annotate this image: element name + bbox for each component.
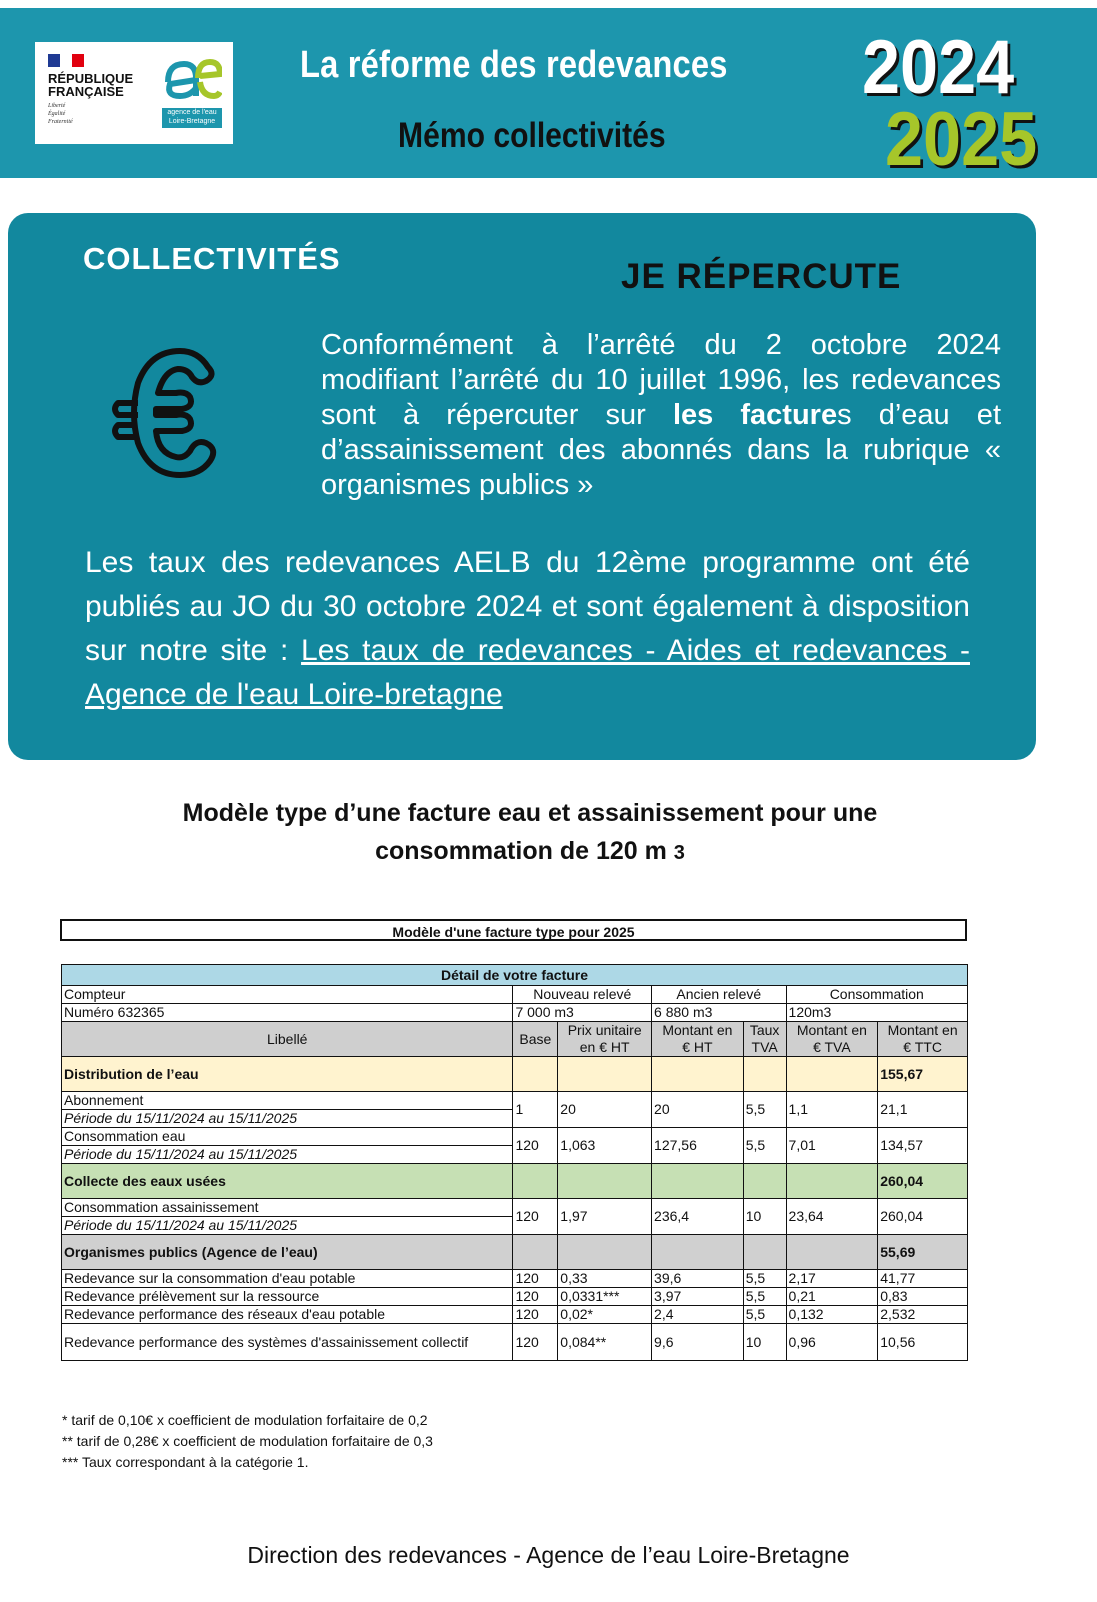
footnotes (62, 1410, 433, 1473)
cell-mht: 39,6 (652, 1270, 744, 1288)
page-subtitle: Mémo collectivités (398, 116, 666, 155)
invoice-title-sup: 3 (673, 842, 685, 864)
col-mttc (878, 1022, 968, 1057)
cell-prix: 0,02* (558, 1306, 652, 1324)
table-row (62, 1324, 968, 1361)
card-left-title: COLLECTIVITÉS (83, 241, 341, 276)
invoice-title-line2-text: consommation de 120 m (375, 837, 667, 865)
cell-mtva: 23,64 (786, 1199, 878, 1235)
footnote-3: *** Taux correspondant à la catégorie 1. (62, 1454, 309, 1470)
cell-prix: 0,084** (558, 1324, 652, 1361)
row-label: Consommation assainissement (62, 1199, 513, 1217)
cell-base: 1 (513, 1092, 558, 1128)
new-reading-label: Nouveau relevé (513, 986, 652, 1004)
col-mht-2: € HT (682, 1039, 713, 1055)
cell-prix: 1,97 (558, 1199, 652, 1235)
info-card (8, 213, 1036, 760)
rf-motto-1: Liberté (48, 103, 66, 109)
footnote-1: * tarif de 0,10€ x coefficient de modulation forfaitaire de 0,2 (62, 1412, 428, 1428)
cell-mtva: 0,132 (786, 1306, 878, 1324)
col-base: Base (513, 1022, 558, 1057)
old-reading-label: Ancien relevé (652, 986, 787, 1004)
cell-mttc: 21,1 (878, 1092, 968, 1128)
row-label: Redevance performance des systèmes d'assainissement collectif (62, 1324, 513, 1361)
rf-name-line1: RÉPUBLIQUE (48, 71, 134, 86)
footnote-2: ** tarif de 0,28€ x coefficient de modulation forfaitaire de 0,3 (62, 1433, 433, 1449)
table-row (62, 1092, 968, 1110)
taux-redevances-link[interactable]: Les taux de redevances - Aides et redevances - Agence de l'eau Loire-bretagne (85, 634, 970, 711)
cell-taux: 5,5 (743, 1270, 786, 1288)
col-mttc-1: Montant en (887, 1022, 958, 1038)
cell-prix: 0,0331*** (558, 1288, 652, 1306)
logos (35, 42, 233, 144)
table-row (62, 1128, 968, 1146)
card-paragraph-2 (85, 541, 970, 717)
cell-base: 120 (513, 1199, 558, 1235)
year-2025: 2025 (885, 97, 1038, 182)
cell-mtva: 0,96 (786, 1324, 878, 1361)
cell-base: 120 (513, 1306, 558, 1324)
col-prix-2: en € HT (579, 1039, 630, 1055)
para1-text-end: s d’eau et d’assainissement des abonnés dans la rubrique « organismes publics » (321, 399, 1001, 501)
col-mht (652, 1022, 744, 1057)
table-row (62, 1306, 968, 1324)
cell-taux: 10 (743, 1324, 786, 1361)
para1-text: Conformément à l’arrêté du 2 octobre 2024 modifiant l’arrêté du 10 juillet 1996, les redevances sont à répercuter sur (321, 329, 1001, 431)
col-prix-1: Prix unitaire (567, 1022, 642, 1038)
row-period: Période du 15/11/2024 au 15/11/2025 (62, 1146, 513, 1164)
cell-mht: 20 (652, 1092, 744, 1128)
section-organismes (62, 1235, 968, 1270)
cell-mtva: 2,17 (786, 1270, 878, 1288)
section-collecte (62, 1164, 968, 1199)
cell-mttc: 134,57 (878, 1128, 968, 1164)
rf-motto (48, 102, 73, 126)
consumption: 120m3 (786, 1004, 967, 1022)
new-reading: 7 000 m3 (513, 1004, 652, 1022)
cell-taux: 5,5 (743, 1288, 786, 1306)
row-label: Consommation eau (62, 1128, 513, 1146)
cell-taux: 5,5 (743, 1092, 786, 1128)
para1-bold: les facture (672, 399, 838, 431)
cell-base: 120 (513, 1128, 558, 1164)
table-row (62, 1270, 968, 1288)
row-period: Période du 15/11/2024 au 15/11/2025 (62, 1110, 513, 1128)
para2-text: Les taux des redevances AELB du 12ème programme ont été publiés au JO du 30 octobre 2024 et sont également à disposition sur notre site : (85, 546, 970, 667)
cell-mttc: 41,77 (878, 1270, 968, 1288)
col-libelle: Libellé (62, 1022, 513, 1057)
row-period: Période du 15/11/2024 au 15/11/2025 (62, 1217, 513, 1235)
header-banner (0, 8, 1097, 182)
table-row (62, 1288, 968, 1306)
section-total: 260,04 (878, 1164, 968, 1199)
invoice-table (61, 964, 968, 1361)
agence-eau-logo-text: agence de l'eau Loire-Bretagne (162, 108, 222, 128)
col-taux-1: Taux (749, 1022, 780, 1038)
invoice-title-line2 (120, 832, 940, 872)
cell-base: 120 (513, 1288, 558, 1306)
french-flag-icon (48, 54, 84, 67)
cell-mttc: 10,56 (878, 1324, 968, 1361)
year-2024: 2024 (862, 25, 1015, 110)
cell-mttc: 2,532 (878, 1306, 968, 1324)
rf-name-line2: FRANÇAISE (48, 84, 124, 99)
cell-mht: 9,6 (652, 1324, 744, 1361)
cell-mtva: 7,01 (786, 1128, 878, 1164)
col-mttc-2: € TTC (903, 1039, 942, 1055)
consumption-label: Consommation (786, 986, 967, 1004)
col-mtva-1: Montant en (796, 1022, 867, 1038)
cell-prix: 0,33 (558, 1270, 652, 1288)
cell-mht: 2,4 (652, 1306, 744, 1324)
col-taux (743, 1022, 786, 1057)
cell-mtva: 0,21 (786, 1288, 878, 1306)
cell-taux: 5,5 (743, 1306, 786, 1324)
model-invoice-header: Modèle d'une facture type pour 2025 (60, 919, 967, 941)
page-footer: Direction des redevances - Agence de l’eau Loire-Bretagne (247, 1542, 850, 1568)
cell-base: 120 (513, 1324, 558, 1361)
card-paragraph-1 (321, 328, 1001, 503)
col-mht-1: Montant en (662, 1022, 733, 1038)
detail-header: Détail de votre facture (62, 965, 968, 986)
page-title: La réforme des redevances (300, 44, 728, 86)
cell-mtva: 1,1 (786, 1092, 878, 1128)
col-prix (558, 1022, 652, 1057)
col-taux-2: TVA (751, 1039, 778, 1055)
rf-motto-3: Fraternité (48, 119, 73, 125)
republique-francaise-logo (48, 72, 133, 98)
rf-motto-2: Égalité (48, 111, 66, 117)
section-total: 55,69 (878, 1235, 968, 1270)
cell-mht: 127,56 (652, 1128, 744, 1164)
table-row (62, 1199, 968, 1217)
cell-mttc: 0,83 (878, 1288, 968, 1306)
cell-taux: 5,5 (743, 1128, 786, 1164)
section-label: Organismes publics (Agence de l’eau) (62, 1235, 513, 1270)
cell-prix: 1,063 (558, 1128, 652, 1164)
card-right-title: JE RÉPERCUTE (621, 257, 902, 296)
meter-label: Compteur (62, 986, 513, 1004)
invoice-title-line1: Modèle type d’une facture eau et assainissement pour une (182, 799, 878, 827)
cell-mht: 236,4 (652, 1199, 744, 1235)
section-total: 155,67 (878, 1057, 968, 1092)
cell-taux: 10 (743, 1199, 786, 1235)
invoice-title (120, 794, 940, 872)
old-reading: 6 880 m3 (652, 1004, 787, 1022)
cell-prix: 20 (558, 1092, 652, 1128)
cell-mht: 3,97 (652, 1288, 744, 1306)
col-mtva (786, 1022, 878, 1057)
row-label: Redevance prélèvement sur la ressource (62, 1288, 513, 1306)
col-mtva-2: € TVA (813, 1039, 851, 1055)
cell-mttc: 260,04 (878, 1199, 968, 1235)
section-distribution (62, 1057, 968, 1092)
section-label: Distribution de l’eau (62, 1057, 513, 1092)
euro-icon (110, 343, 230, 483)
row-label: Redevance sur la consommation d'eau potable (62, 1270, 513, 1288)
section-label: Collecte des eaux usées (62, 1164, 513, 1199)
agence-eau-logo-icon (162, 52, 222, 102)
meter-number: Numéro 632365 (62, 1004, 513, 1022)
cell-base: 120 (513, 1270, 558, 1288)
row-label: Redevance performance des réseaux d'eau potable (62, 1306, 513, 1324)
row-label: Abonnement (62, 1092, 513, 1110)
